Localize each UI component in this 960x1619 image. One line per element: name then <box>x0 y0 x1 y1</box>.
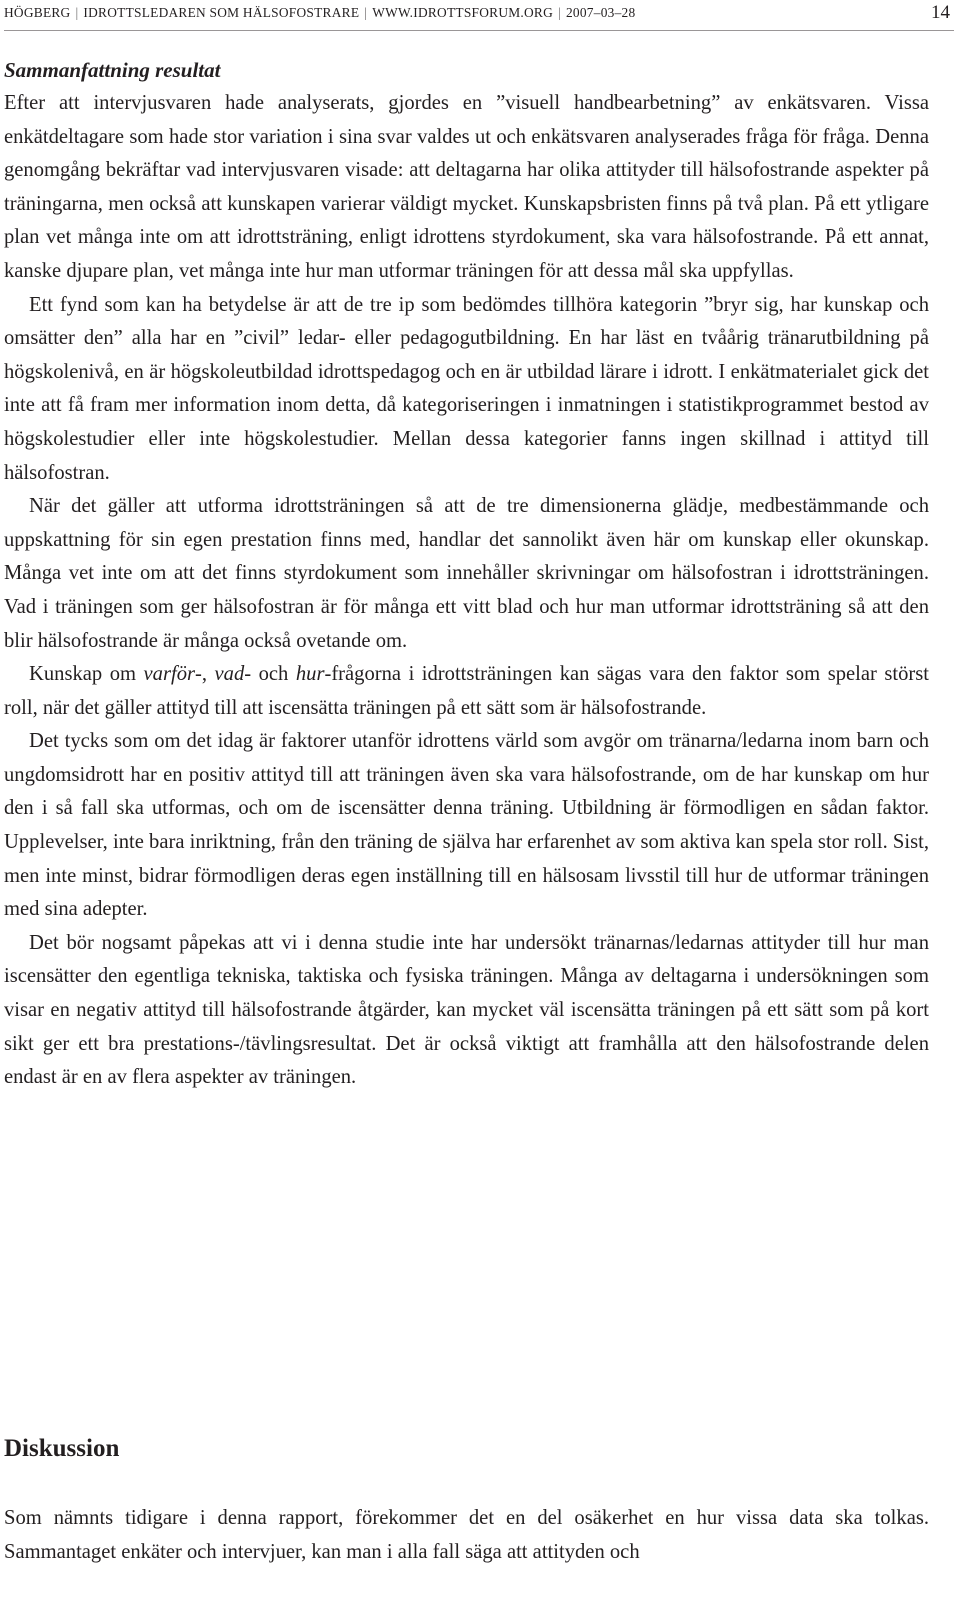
paragraph: Som nämnts tidigare i denna rapport, förekommer det en del osäkerhet en hur vissa data ska tolkas. Sammantaget enkäter och intervjuer, kan man i alla fall säga att attityden och <box>4 1507 929 1563</box>
discussion-section <box>4 1502 929 1569</box>
header-separator: | <box>558 5 561 20</box>
italic-term: hur <box>295 663 325 686</box>
italic-term: varför <box>143 663 196 686</box>
header-separator: | <box>364 5 368 20</box>
text-run: Kunskap om <box>29 663 144 686</box>
paragraph: Det tycks som om det idag är faktorer utanför idrottens värld som avgör om tränarna/ledarna inom barn och ungdomsidrott har en positiv attityd till att träningen även ska vara hälsofostrande, om de har kunskap om hur den i så fall ska utformas, och om de iscensätter denna träning. Utbildning är förmodligen en sådan faktor. Upplevelser, inte bara inriktning, från den träning de själva har erfarenhet av som aktiva kan spela stor roll. Sist, men inte minst, bidrar förmodligen deras egen inställning till en hälsosam livsstil till hur de utformar träningen med sina adepter. <box>4 730 929 921</box>
text-run: - och <box>244 663 296 686</box>
text-run: -, <box>195 663 215 686</box>
header-separator: | <box>75 5 79 20</box>
discussion-heading: Diskussion <box>4 1435 120 1462</box>
header-rule <box>4 30 954 31</box>
paragraph: Ett fynd som kan ha betydelse är att de tre ip som bedömdes tillhöra kategorin ”bryr sig, har kunskap och omsätter den” alla har en ”civil” ledar- eller pedagogutbildning. En har läst en tvåårig tränarutbildning på högskolenivå, en är högskoleutbildad idrottspedagog och en är utbildad lärare i idrott. I enkätmaterialet gick det inte att få fram mer information inom detta, då kategoriseringen i inmatningen i statistikprogrammet bestod av högskolestudier eller inte högskolestudier. Mellan dessa kategorier fanns ingen skillnad i attityd till hälsofostran. <box>4 293 929 484</box>
header-author: HÖGBERG <box>4 5 71 20</box>
italic-term: vad <box>214 663 245 686</box>
paragraph: Det bör nogsamt påpekas att vi i denna studie inte har undersökt tränarnas/ledarnas attityder till hur man iscensätter den egentliga tekniska, taktiska och fysiska träningen. Många av deltagarna i undersökningen som visar en negativ attityd till hälsofostrande åtgärder, kan mycket väl iscensätta träningen på ett sätt som på kort sikt ger ett bra prestations-/tävlingsresultat. Det är också viktigt att framhålla att den hälsofostrande delen endast är en av flera aspekter av träningen. <box>4 931 929 1089</box>
text-run: -frågorna i idrottsträningen kan sägas vara den faktor som spelar störst roll, när det gäller attityd till att iscensätta träningen på ett sätt som är hälsofostrande. <box>4 663 929 719</box>
header-website: WWW.IDROTTSFORUM.ORG <box>372 5 554 20</box>
section-title: Sammanfattning resultat <box>4 58 221 82</box>
header-title: IDROTTSLEDAREN SOM HÄLSOFOSTRARE <box>83 5 360 20</box>
paragraph: När det gäller att utforma idrottsträningen så att de tre dimensionerna glädje, medbestämmande och uppskattning för sin egen prestation finns med, handlar det sannolikt även här om kunskap eller okunskap. Många vet inte om att det finns styrdokument som innehåller skrivningar om hälsofostran i idrottsträningen. Vad i träningen som ger hälsofostran är för många ett vitt blad och hur man utformar idrottsträning så att den blir hälsofostrande är många också ovetande om. <box>4 495 929 652</box>
running-header <box>4 2 952 28</box>
page-number: 14 <box>931 2 950 23</box>
header-date: 2007–03–28 <box>565 5 636 20</box>
summary-section <box>4 54 929 1095</box>
paragraph: Efter att intervjusvaren hade analyserats, gjordes en ”visuell handbearbetning” av enkätsvaren. Vissa enkätdeltagare som hade stor variation i sina svar valdes ut och enkätsvaren analyserades fråga för fråga. Denna genomgång bekräftar vad intervjusvaren visade: att deltagarna har olika attityder till hälsofostrande aspekter på träningarna, men också att kunskapen varierar väldigt mycket. Kunskapsbristen finns på två plan. På ett ytligare plan vet många inte om att idrottsträning, enligt idrottens styrdokument, ska vara hälsofostrande. På ett annat, kanske djupare plan, vet många inte hur man utformar träningen för att dessa mål ska uppfyllas. <box>4 92 929 282</box>
paragraph <box>4 658 929 725</box>
